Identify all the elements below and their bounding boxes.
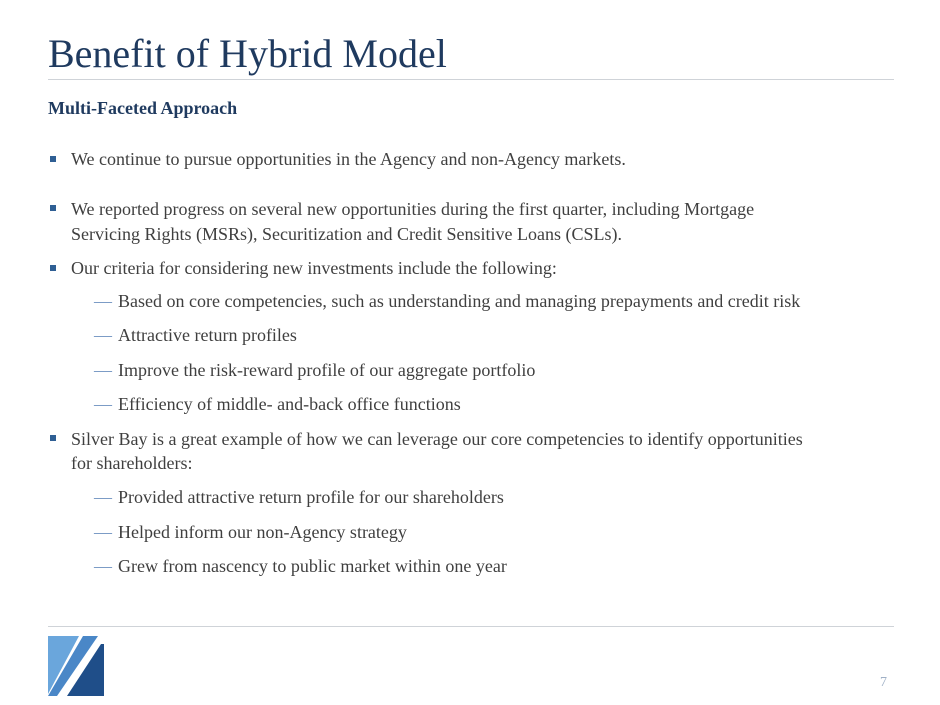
title-divider [48, 79, 894, 80]
sub-bullet-text: Provided attractive return profile for our shareholders [118, 487, 504, 507]
bullet-4-line-1: Silver Bay is a great example of how we can leverage our core competencies to identify opportunities [71, 429, 803, 449]
bullet-2-line-1: We reported progress on several new opportunities during the first quarter, including Mortgage [71, 199, 755, 219]
dash-bullet: — [94, 360, 112, 380]
dash-bullet: — [94, 325, 112, 345]
page-number: 7 [880, 675, 887, 690]
square-bullet-icon [50, 265, 56, 271]
sub-bullet-text: Efficiency of middle- and-back office functions [118, 394, 461, 414]
dash-bullet: — [94, 522, 112, 542]
bullet-3-text: Our criteria for considering new investments include the following: [71, 258, 557, 278]
bullet-2-line-2: Servicing Rights (MSRs), Securitization and Credit Sensitive Loans (CSLs). [71, 224, 622, 244]
sub-bullet-text: Helped inform our non-Agency strategy [118, 522, 407, 542]
footer-divider [48, 626, 894, 627]
square-bullet-icon [50, 435, 56, 441]
sub-bullet-text: Grew from nascency to public market within one year [118, 556, 507, 576]
bullet-1-text: We continue to pursue opportunities in the Agency and non-Agency markets. [71, 149, 626, 169]
sub-bullet-text: Attractive return profiles [118, 325, 297, 345]
dash-bullet: — [94, 394, 112, 414]
square-bullet-icon [50, 156, 56, 162]
section-subtitle: Multi-Faceted Approach [48, 98, 238, 118]
sub-bullet-text: Improve the risk-reward profile of our aggregate portfolio [118, 360, 536, 380]
dash-bullet: — [94, 291, 112, 311]
slide-title: Benefit of Hybrid Model [48, 31, 447, 76]
dash-bullet: — [94, 487, 112, 507]
bullet-4-line-2: for shareholders: [71, 453, 193, 473]
square-bullet-icon [50, 205, 56, 211]
company-logo-icon [48, 636, 104, 696]
sub-bullet-text: Based on core competencies, such as understanding and managing prepayments and credit risk [118, 291, 801, 311]
dash-bullet: — [94, 556, 112, 576]
